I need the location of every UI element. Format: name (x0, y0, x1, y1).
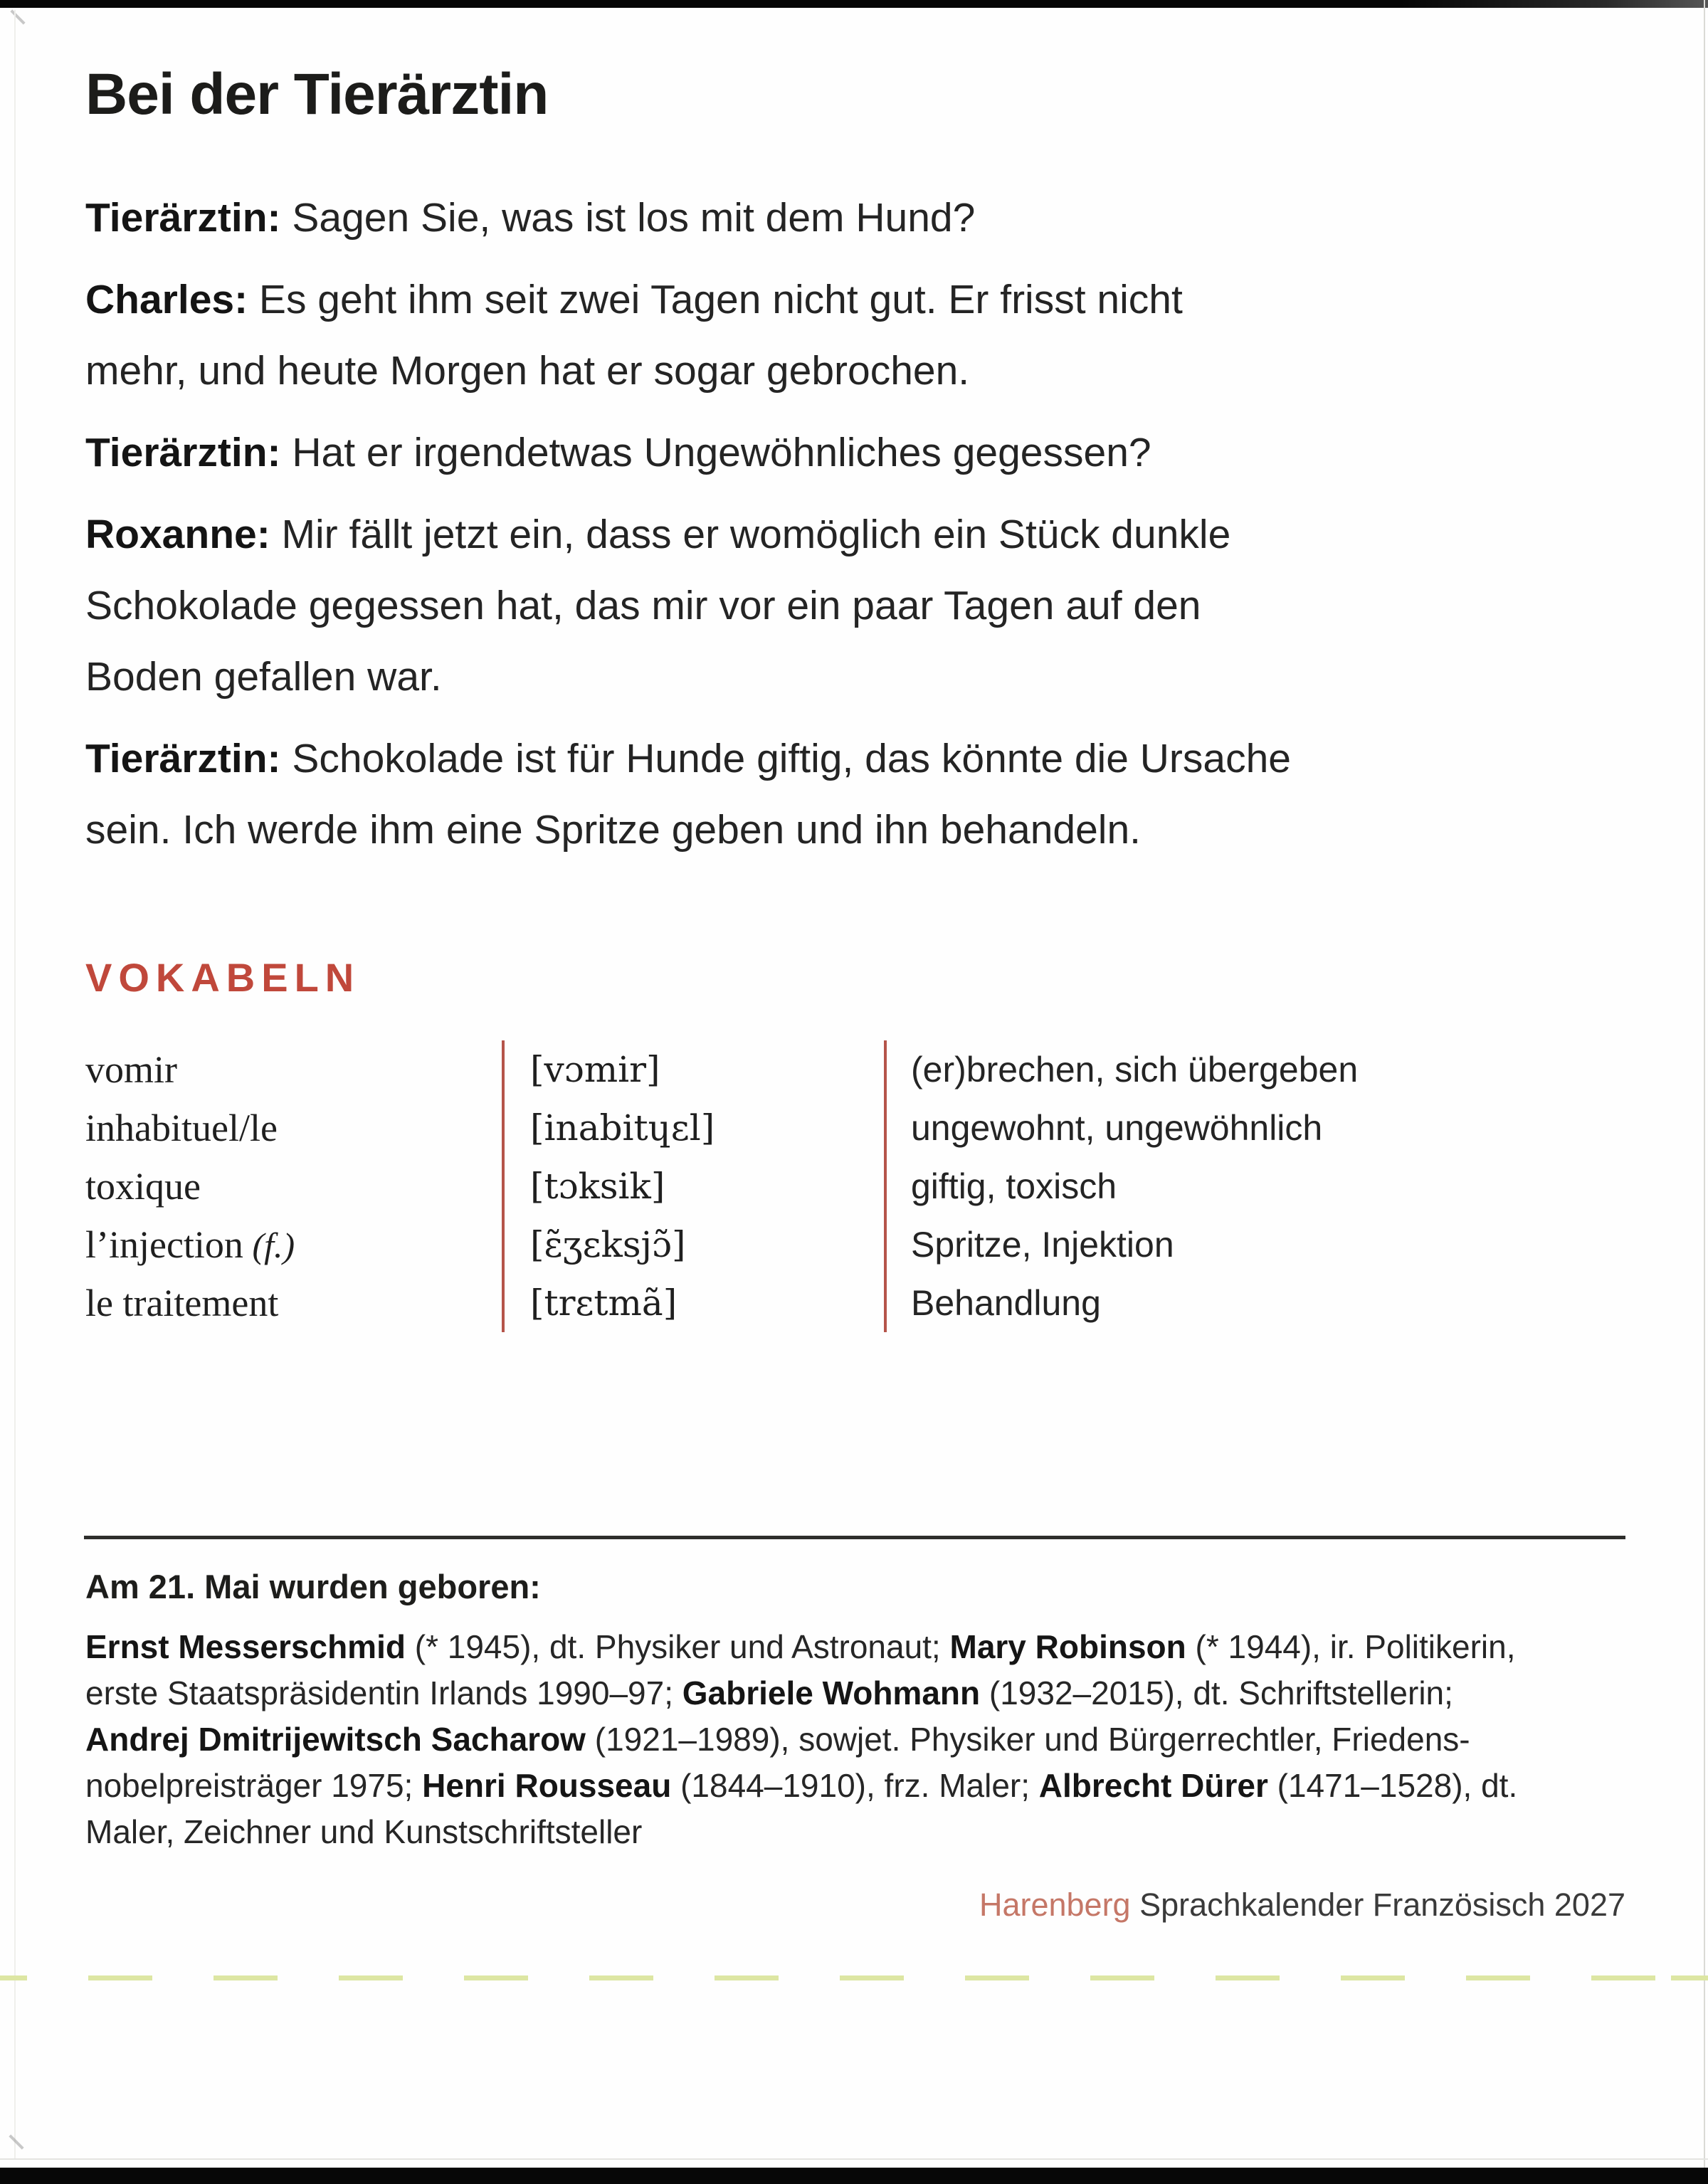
dialog-paragraph: Tierärztin: Hat er irgendetwas Ungewöhnliches gegessen? (85, 430, 1151, 475)
scan-artifact-mark (9, 2134, 23, 2149)
speaker-name: Roxanne: (85, 512, 270, 557)
speaker-name: Tierärztin: (85, 195, 281, 241)
person-details: (1844–1910), frz. Maler; (671, 1767, 1039, 1804)
person-name: Andrej Dmitrijewitsch Sacharow (85, 1721, 586, 1758)
calendar-edition-text: Sprachkalender Französisch 2027 (1139, 1887, 1625, 1923)
dialog-section (85, 182, 1634, 876)
vocab-row (85, 1215, 1630, 1274)
french-term: le traitement (85, 1282, 279, 1324)
speaker-name: Charles: (85, 277, 248, 322)
vocab-row (85, 1274, 1630, 1332)
person-name: Albrecht Dürer (1038, 1767, 1268, 1804)
person-details: (* 1945), dt. Physiker und Astronaut; (405, 1628, 950, 1665)
person-details: (1932–2015), dt. Schriftstellerin; (980, 1674, 1453, 1711)
person-name: Henri Rousseau (422, 1767, 672, 1804)
person-name: Ernst Messerschmid (85, 1628, 406, 1665)
bottom-scan-edge (0, 2168, 1708, 2184)
french-term: l’injection (f.) (85, 1223, 295, 1266)
scan-artifact-mark (10, 9, 25, 24)
french-term: toxique (85, 1165, 201, 1208)
vocab-row (85, 1157, 1630, 1215)
person-details: nobelpreisträger 1975; (85, 1767, 423, 1804)
german-translation: Spritze, Injektion (884, 1215, 1630, 1275)
page-title: Bei der Tierärztin (85, 62, 549, 127)
ipa-pronunciation: [trɛtmã] (502, 1274, 884, 1332)
german-translation: ungewohnt, ungewöhnlich (884, 1099, 1630, 1157)
tear-off-dashed-line (0, 1975, 1708, 1980)
speaker-name: Tierärztin: (85, 430, 281, 475)
german-translation: Behandlung (884, 1274, 1630, 1332)
ipa-pronunciation: [tɔksik] (502, 1157, 884, 1215)
vocab-heading: VOKABELN (85, 955, 361, 1000)
ipa-pronunciation: [ɛ̃ʒɛksjɔ̃] (502, 1215, 884, 1275)
dialog-paragraph: Tierärztin: Sagen Sie, was ist los mit dem Hund? (85, 195, 976, 241)
french-term: inhabituel/le (85, 1107, 278, 1149)
dialog-paragraph: Roxanne: Mir fällt jetzt ein, dass er womöglich ein Stück dunkle Schokolade gegessen hat, das mir vor ein paar Tagen auf den Boden gefallen war. (85, 512, 1231, 700)
bottom-faint-line (0, 2158, 1708, 2160)
footer (85, 1886, 1625, 1924)
vocab-row (85, 1099, 1630, 1157)
person-details: (1471–1528), dt. (1267, 1767, 1518, 1804)
ipa-pronunciation: [inabitɥɛl] (502, 1099, 884, 1157)
section-divider-rule (84, 1536, 1625, 1539)
person-details: (1921–1989), sowjet. Physiker und Bürgerrechtler, Friedens- (585, 1721, 1470, 1758)
birthdays-text (85, 1624, 1634, 1855)
person-name: Gabriele Wohmann (682, 1674, 981, 1711)
left-scan-edge (14, 10, 16, 2159)
person-name: Mary Robinson (949, 1628, 1186, 1665)
person-details: (* 1944), ir. Politikerin, (1186, 1628, 1516, 1665)
person-details: Maler, Zeichner und Kunstschriftsteller (85, 1813, 643, 1850)
right-scan-edge (1704, 0, 1705, 2184)
german-translation: (er)brechen, sich übergeben (884, 1040, 1630, 1099)
dialog-paragraph: Tierärztin: Schokolade ist für Hunde giftig, das könnte die Ursache sein. Ich werde ihm eine Spritze geben und ihn behandeln. (85, 736, 1292, 853)
person-details: erste Staatspräsidentin Irlands 1990–97; (85, 1674, 682, 1711)
top-scan-edge (0, 0, 1708, 8)
dialog-paragraph: Charles: Es geht ihm seit zwei Tagen nicht gut. Er frisst nicht mehr, und heute Morgen hat er sogar gebrochen. (85, 277, 1183, 394)
german-translation: giftig, toxisch (884, 1157, 1630, 1215)
ipa-pronunciation: [vɔmir] (502, 1040, 884, 1099)
french-term: vomir (85, 1048, 177, 1091)
brand-name: Harenberg (979, 1887, 1131, 1923)
vocab-table (85, 1040, 1630, 1332)
speaker-name: Tierärztin: (85, 736, 281, 781)
calendar-edition-label (1139, 1887, 1625, 1923)
vocab-row (85, 1040, 1630, 1099)
birthdays-heading: Am 21. Mai wurden geboren: (85, 1568, 541, 1605)
gender-note: (f.) (243, 1225, 295, 1265)
